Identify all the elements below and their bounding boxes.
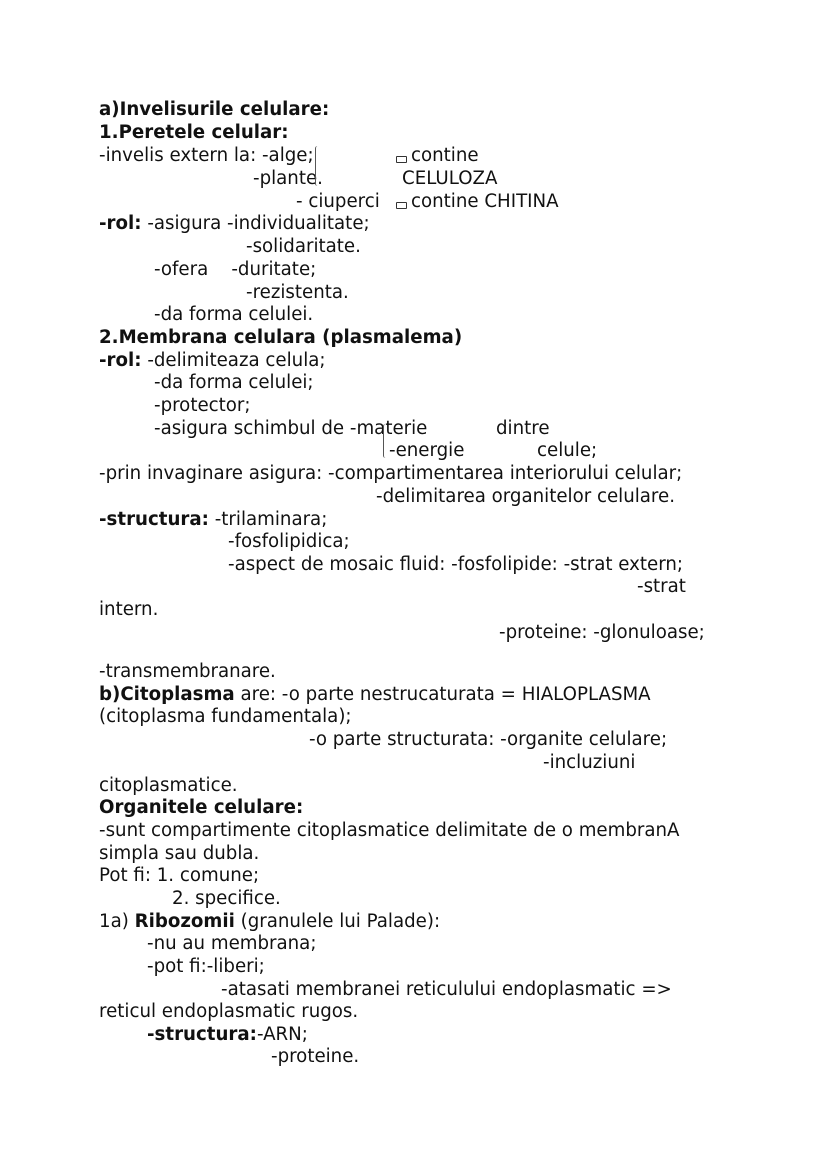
text-line bbox=[389, 440, 464, 462]
text: -trilaminara; bbox=[208, 509, 328, 530]
bold-text: b)Citoplasma bbox=[99, 684, 235, 705]
bold-text: 1.Peretele celular: bbox=[99, 122, 289, 143]
text-line bbox=[253, 168, 323, 190]
text-line bbox=[99, 99, 329, 121]
text-line bbox=[637, 576, 686, 598]
text-line bbox=[537, 440, 597, 462]
text: 2. specifice. bbox=[172, 888, 281, 909]
text: -atasati membranei reticulului endoplasmatic => bbox=[221, 979, 672, 1000]
text-line bbox=[271, 1046, 359, 1068]
text: -protector; bbox=[154, 395, 251, 416]
text-line bbox=[99, 865, 259, 887]
bold-text: -rol: bbox=[99, 213, 142, 234]
text: -ARN; bbox=[256, 1024, 308, 1045]
text: (citoplasma fundamentala); bbox=[99, 706, 352, 727]
text-line bbox=[147, 1024, 308, 1046]
text-line bbox=[99, 145, 314, 167]
text-line bbox=[154, 395, 251, 417]
text: -asigura -individualitate; bbox=[141, 213, 370, 234]
text-line bbox=[147, 956, 265, 978]
text: -delimitarea organitelor celulare. bbox=[376, 486, 675, 507]
text-line bbox=[99, 911, 440, 933]
text-line bbox=[99, 797, 303, 819]
bold-text: Ribozomii bbox=[134, 911, 235, 932]
text: are: -o parte nestrucaturata = HIALOPLASMA bbox=[234, 684, 651, 705]
bold-text: -rol: bbox=[99, 350, 142, 371]
text: -asigura schimbul de -materie bbox=[154, 418, 428, 439]
text: -da forma celulei; bbox=[154, 372, 314, 393]
text-line bbox=[154, 304, 313, 326]
bold-text: -structura: bbox=[99, 509, 209, 530]
text: intern. bbox=[99, 599, 159, 620]
text-line bbox=[402, 168, 497, 190]
text: -proteine: -glonuloase; bbox=[499, 622, 705, 643]
text-line bbox=[99, 463, 682, 485]
text-line bbox=[99, 1001, 358, 1023]
text-line bbox=[99, 820, 679, 842]
text: simpla sau dubla. bbox=[99, 843, 260, 864]
text-line bbox=[172, 888, 281, 910]
text: -energie bbox=[389, 440, 465, 461]
text-line bbox=[376, 486, 675, 508]
text-line bbox=[246, 236, 361, 258]
text: -incluziuni bbox=[543, 752, 636, 773]
text: contine bbox=[411, 145, 479, 166]
text: dintre bbox=[496, 418, 550, 439]
brace-mark-materie-energie bbox=[383, 424, 388, 458]
text-line bbox=[221, 979, 672, 1001]
text-line bbox=[99, 599, 158, 621]
text: -da forma celulei. bbox=[154, 304, 314, 325]
text: -transmembranare. bbox=[99, 661, 276, 682]
text-line bbox=[99, 213, 370, 235]
text-line bbox=[99, 775, 238, 797]
text: citoplasmatice. bbox=[99, 775, 238, 796]
text: contine CHITINA bbox=[411, 191, 559, 212]
text: -fosfolipidica; bbox=[228, 531, 350, 552]
text: -strat bbox=[637, 576, 686, 597]
text-line bbox=[496, 418, 550, 440]
text-line bbox=[228, 554, 683, 576]
bold-text: Organitele celulare: bbox=[99, 797, 304, 818]
text: CELULOZA bbox=[402, 168, 498, 189]
text-line bbox=[309, 729, 667, 751]
bold-text: 2.Membrana celulara (plasmalema) bbox=[99, 327, 463, 348]
text-line bbox=[99, 843, 259, 865]
text: -solidaritate. bbox=[246, 236, 361, 257]
text-line bbox=[147, 933, 316, 955]
text-line bbox=[499, 622, 705, 644]
text: -plante. bbox=[253, 168, 323, 189]
text: -prin invaginare asigura: -compartimentarea interiorului celular; bbox=[99, 463, 683, 484]
text-line bbox=[296, 191, 380, 213]
text: -pot fi:-liberi; bbox=[147, 956, 265, 977]
text-line bbox=[99, 706, 352, 728]
text-line bbox=[543, 752, 635, 774]
text: -aspect de mosaic fluid: -fosfolipide: -strat extern; bbox=[228, 554, 684, 575]
text: -invelis extern la: -alge; bbox=[99, 145, 314, 166]
text: 1a) bbox=[99, 911, 135, 932]
text: celule; bbox=[537, 440, 598, 461]
text: -rezistenta. bbox=[246, 282, 349, 303]
brace-mark-alge-plante bbox=[315, 146, 320, 186]
text: -nu au membrana; bbox=[147, 933, 317, 954]
bold-text: -structura: bbox=[147, 1024, 257, 1045]
text-line bbox=[99, 509, 327, 531]
text: -ofera -duritate; bbox=[154, 259, 317, 280]
text-line bbox=[396, 145, 479, 167]
text-line bbox=[99, 684, 651, 706]
text-line bbox=[99, 327, 462, 349]
text: -o parte structurata: -organite celulare; bbox=[309, 729, 668, 750]
bracket-box-icon bbox=[396, 156, 407, 163]
text: (granulele lui Palade): bbox=[234, 911, 441, 932]
text-line bbox=[99, 122, 289, 144]
text: -delimiteaza celula; bbox=[141, 350, 326, 371]
text-line bbox=[99, 661, 276, 683]
text-line bbox=[154, 259, 316, 281]
text: -proteine. bbox=[271, 1046, 360, 1067]
text: -sunt compartimente citoplasmatice delimitate de o membranA bbox=[99, 820, 680, 841]
text: Pot fi: 1. comune; bbox=[99, 865, 260, 886]
text-line bbox=[228, 531, 350, 553]
bracket-box-icon bbox=[396, 202, 407, 209]
text-line bbox=[396, 191, 559, 213]
text: reticul endoplasmatic rugos. bbox=[99, 1001, 359, 1022]
bold-text: a)Invelisurile celulare: bbox=[99, 99, 330, 120]
text-line bbox=[154, 372, 314, 394]
text: - ciuperci bbox=[296, 191, 380, 212]
text-line bbox=[99, 350, 326, 372]
text-line bbox=[246, 282, 349, 304]
